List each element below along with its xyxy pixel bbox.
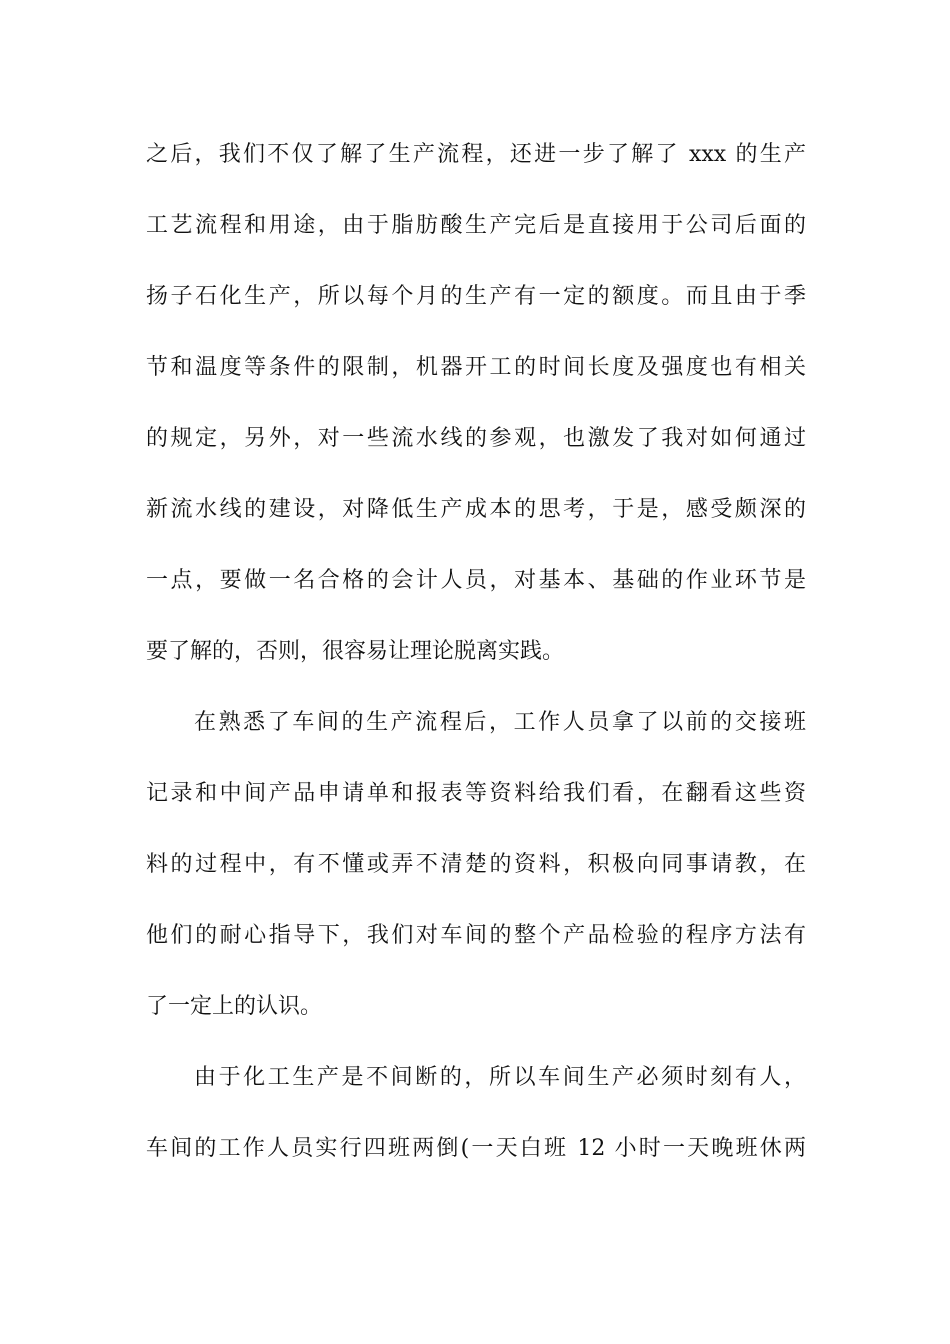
text-line: 要了解的，否则，很容易让理论脱离实践。 [146, 639, 565, 664]
text-line: 的规定，另外，对一些流水线的参观，也激发了我对如何通过 [146, 426, 806, 451]
paragraph-first-line: 由于化工生产是不间断的，所以车间生产必须时刻有人， [194, 1065, 806, 1090]
text-line: 料的过程中，有不懂或弄不清楚的资料，积极向同事请教，在 [146, 852, 806, 877]
text-line: 节和温度等条件的限制，机器开工的时间长度及强度也有相关 [146, 355, 806, 380]
text-line: 车间的工作人员实行四班两倒(一天白班 12 小时一天晚班休两 [146, 1136, 806, 1161]
text-line: 工艺流程和用途，由于脂肪酸生产完后是直接用于公司后面的 [146, 213, 806, 238]
text-line: 了一定上的认识。 [146, 994, 323, 1019]
text-line: 扬子石化生产，所以每个月的生产有一定的额度。而且由于季 [146, 284, 806, 309]
text-line: 新流水线的建设，对降低生产成本的思考，于是，感受颇深的 [146, 497, 806, 522]
paragraph-first-line: 在熟悉了车间的生产流程后，工作人员拿了以前的交接班 [194, 710, 806, 735]
text-line: 记录和中间产品申请单和报表等资料给我们看，在翻看这些资 [146, 781, 806, 806]
text-line: 之后，我们不仅了解了生产流程，还进一步了解了 xxx 的生产 [146, 142, 806, 167]
text-line: 他们的耐心指导下，我们对车间的整个产品检验的程序方法有 [146, 923, 806, 948]
text-line: 一点，要做一名合格的会计人员，对基本、基础的作业环节是 [146, 568, 806, 593]
